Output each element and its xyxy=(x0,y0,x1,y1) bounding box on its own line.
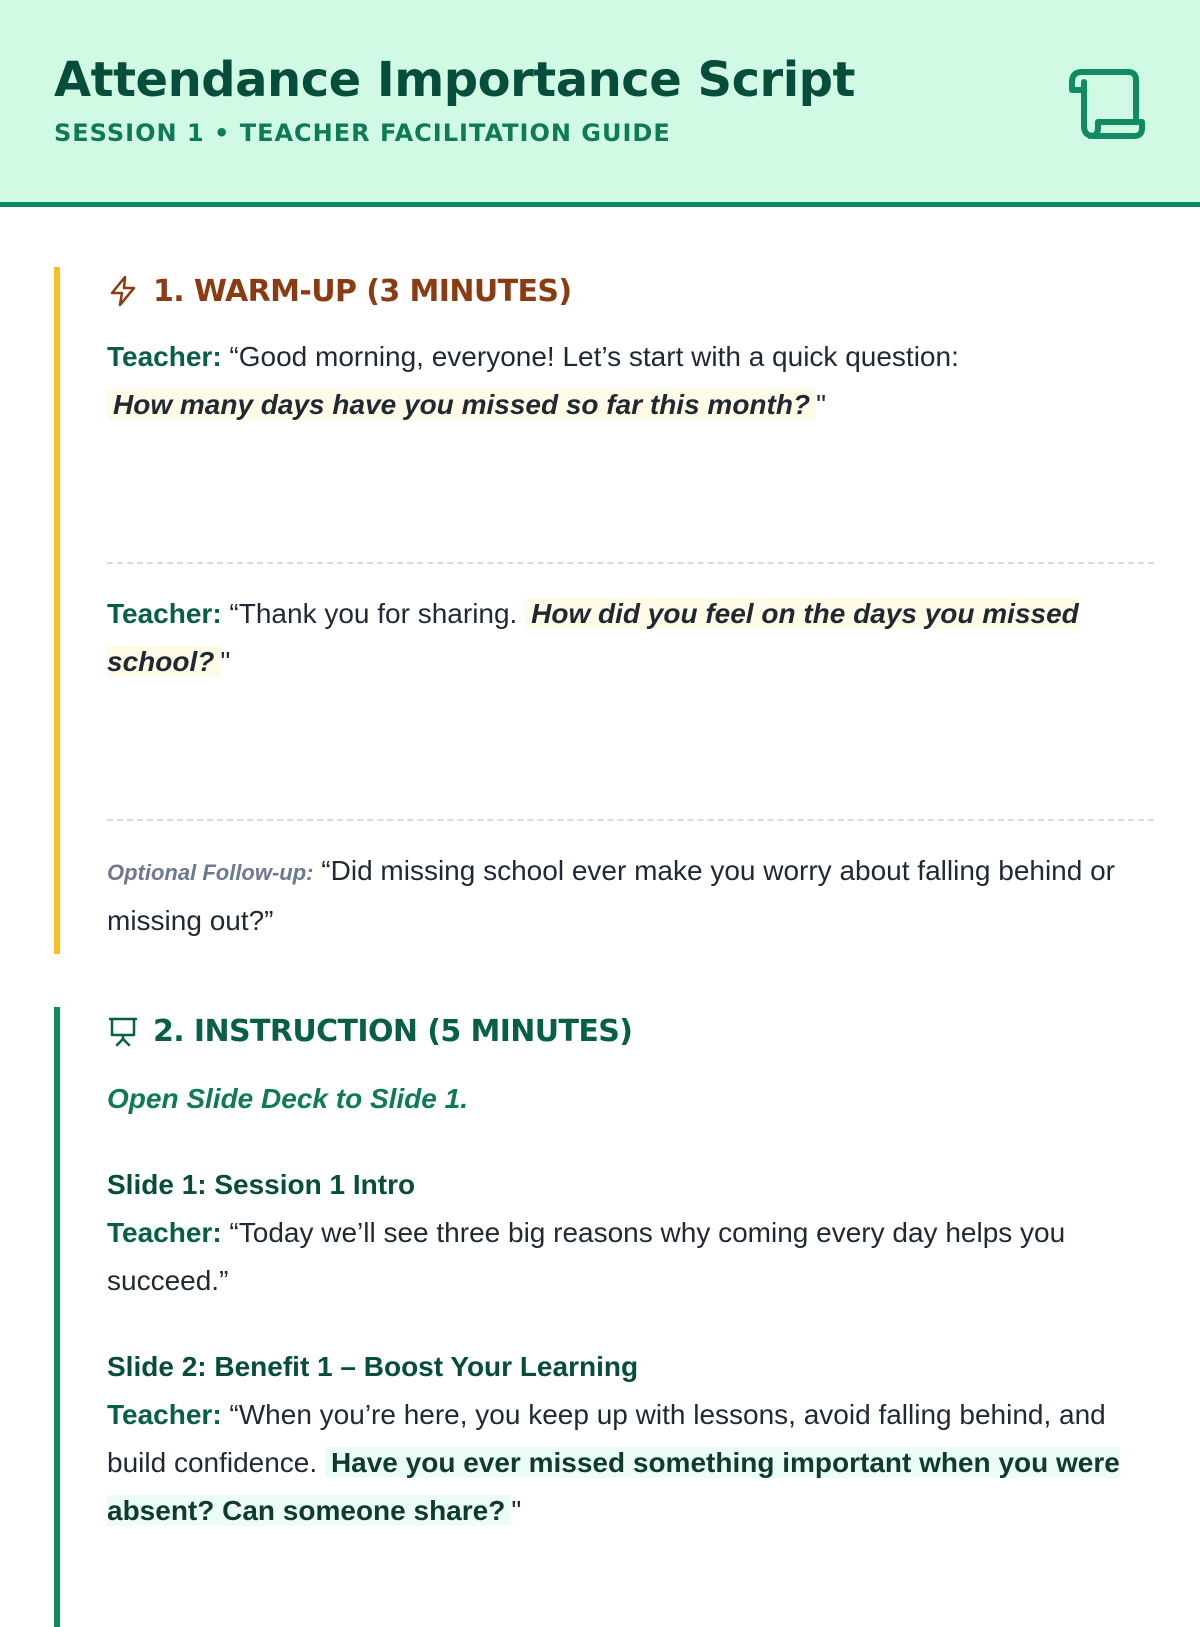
warmup-heading xyxy=(107,267,1148,315)
slide-2-title: Slide 2: Benefit 1 – Boost Your Learning xyxy=(107,1351,639,1382)
lightning-icon xyxy=(107,275,139,307)
speaker-label: Teacher: xyxy=(107,1217,222,1248)
warmup-prompt-2 xyxy=(107,590,1148,686)
page-title: Attendance Importance Script xyxy=(54,52,855,108)
closing-quote: " xyxy=(816,389,827,420)
instruction-section xyxy=(54,1007,1148,1627)
warmup-heading-label: 1. WARM-UP (3 MINUTES) xyxy=(153,273,572,309)
followup-text: “Did missing school ever make you worry about falling behind or missing out?” xyxy=(107,855,1116,936)
warmup-question-2: How did you feel on the days you missed school? xyxy=(107,598,1079,677)
divider xyxy=(107,819,1154,821)
warmup-question-1: How many days have you missed so far this month? xyxy=(107,389,816,420)
warmup-section xyxy=(54,267,1148,954)
slide-2-highlight: Have you ever missed something important when you were absent? Can someone share? xyxy=(107,1447,1120,1526)
speaker-label: Teacher: xyxy=(107,598,222,629)
scroll-icon xyxy=(1068,68,1146,140)
closing-quote: " xyxy=(220,646,231,677)
warmup-prompt-1 xyxy=(107,333,1148,429)
prompt-text: “Good morning, everyone! Let’s start with a quick question: xyxy=(229,341,959,372)
followup-label: Optional Follow-up: xyxy=(107,860,314,885)
divider xyxy=(107,562,1154,564)
slide-1-title: Slide 1: Session 1 Intro xyxy=(107,1169,416,1200)
slide-2-script xyxy=(107,1391,1148,1535)
closing-quote: " xyxy=(511,1495,522,1526)
page-subtitle: SESSION 1 • TEACHER FACILITATION GUIDE xyxy=(54,119,671,147)
speaker-label: Teacher: xyxy=(107,341,222,372)
instruction-heading-label: 2. INSTRUCTION (5 MINUTES) xyxy=(153,1013,633,1049)
slide-1-text: “Today we’ll see three big reasons why coming every day helps you succeed.” xyxy=(107,1217,1066,1296)
instruction-note: Open Slide Deck to Slide 1. xyxy=(107,1083,468,1114)
slide-1-script xyxy=(107,1209,1148,1305)
presentation-icon xyxy=(107,1015,139,1047)
page-header xyxy=(0,0,1200,207)
warmup-followup xyxy=(107,847,1148,945)
instruction-heading xyxy=(107,1007,1148,1055)
slide-2-text: “When you’re here, you keep up with lessons, avoid falling behind, and build confidence. xyxy=(107,1399,1106,1478)
prompt-text: “Thank you for sharing. xyxy=(229,598,518,629)
speaker-label: Teacher: xyxy=(107,1399,222,1430)
